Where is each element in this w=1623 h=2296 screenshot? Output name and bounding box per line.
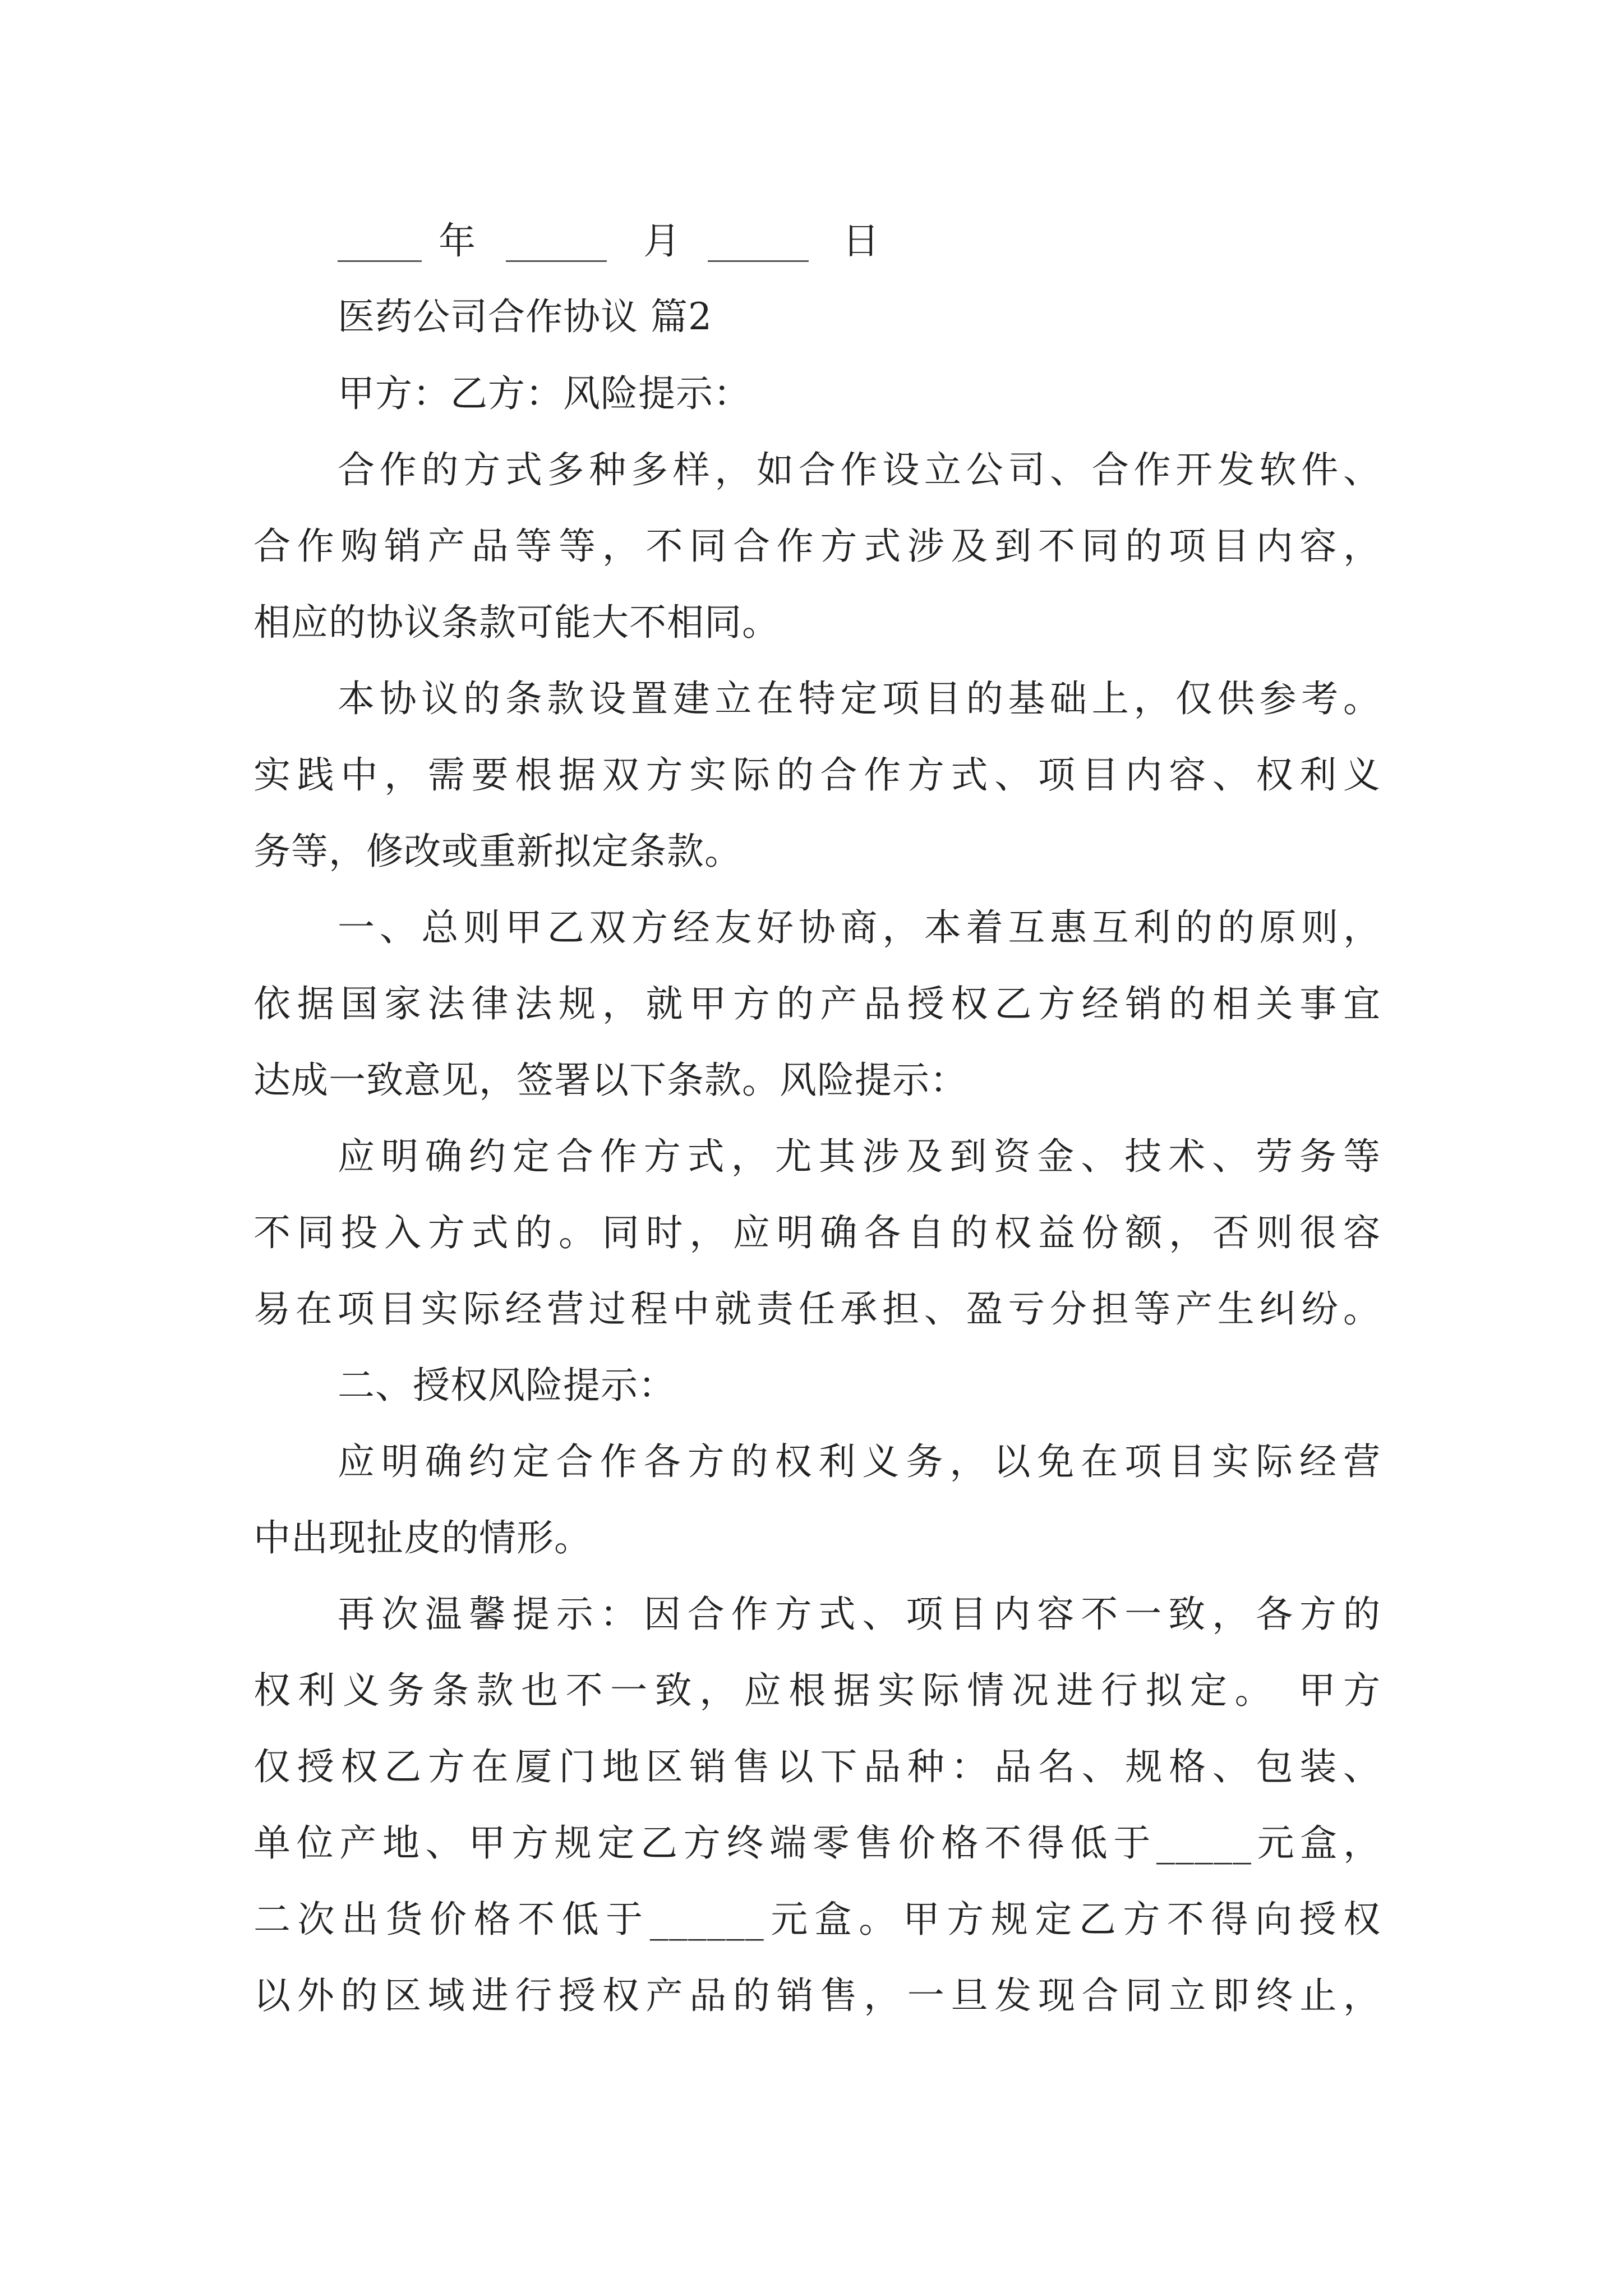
- text-line: 一、总则甲乙双方经友好协商，本着互惠互利的的原则，: [338, 906, 1381, 949]
- document-title: 医药公司合作协议 篇2: [338, 295, 712, 338]
- day-label: 日: [842, 219, 879, 263]
- text-line: 不同投入方式的。同时，应明确各自的权益份额，否则很容: [253, 1211, 1381, 1254]
- text-line: 仅授权乙方在厦门地区销售以下品种：品名、规格、包装、: [253, 1745, 1381, 1788]
- text-line: 权利义务条款也不一致，应根据实际情况进行拟定。 甲方: [253, 1669, 1381, 1712]
- parties-line: 甲方：乙方：风险提示：: [338, 372, 751, 415]
- text-line: 中出现扯皮的情形。: [253, 1516, 592, 1559]
- month-label: 月: [643, 219, 680, 263]
- text-line: 务等，修改或重新拟定条款。: [253, 830, 742, 873]
- text-line: 实践中，需要根据双方实际的合作方式、项目内容、权利义: [253, 753, 1381, 797]
- text-line: 易在项目实际经营过程中就责任承担、盈亏分担等产生纠纷。: [253, 1287, 1381, 1331]
- month-blank: [506, 260, 607, 262]
- date-line: [338, 218, 955, 268]
- text-line: 以外的区域进行授权产品的销售，一旦发现合同立即终止，: [253, 1974, 1381, 2017]
- text-line: 达成一致意见，签署以下条款。风险提示：: [253, 1059, 967, 1102]
- text-line: 依据国家法律法规，就甲方的产品授权乙方经销的相关事宜: [253, 982, 1381, 1025]
- text-line: 合作的方式多种多样，如合作设立公司、合作开发软件、: [338, 448, 1381, 491]
- year-blank: [338, 260, 422, 262]
- section-heading: 二、授权风险提示：: [338, 1364, 676, 1407]
- year-label: 年: [439, 219, 476, 263]
- text-line: 本协议的条款设置建立在特定项目的基础上，仅供参考。: [338, 677, 1381, 720]
- text-line: 相应的协议条款可能大不相同。: [253, 601, 780, 644]
- text-line: 再次温馨提示：因合作方式、项目内容不一致，各方的: [338, 1593, 1381, 1636]
- text-line: 二次出货价格不低于______元盒。甲方规定乙方不得向授权: [253, 1898, 1381, 1941]
- text-line: 应明确约定合作各方的权利义务，以免在项目实际经营: [338, 1440, 1381, 1483]
- text-line: 合作购销产品等等，不同合作方式涉及到不同的项目内容，: [253, 524, 1381, 568]
- text-line: 应明确约定合作方式，尤其涉及到资金、技术、劳务等: [338, 1135, 1381, 1178]
- text-line: 单位产地、甲方规定乙方终端零售价格不得低于_____元盒，: [253, 1821, 1381, 1865]
- day-blank: [708, 260, 809, 262]
